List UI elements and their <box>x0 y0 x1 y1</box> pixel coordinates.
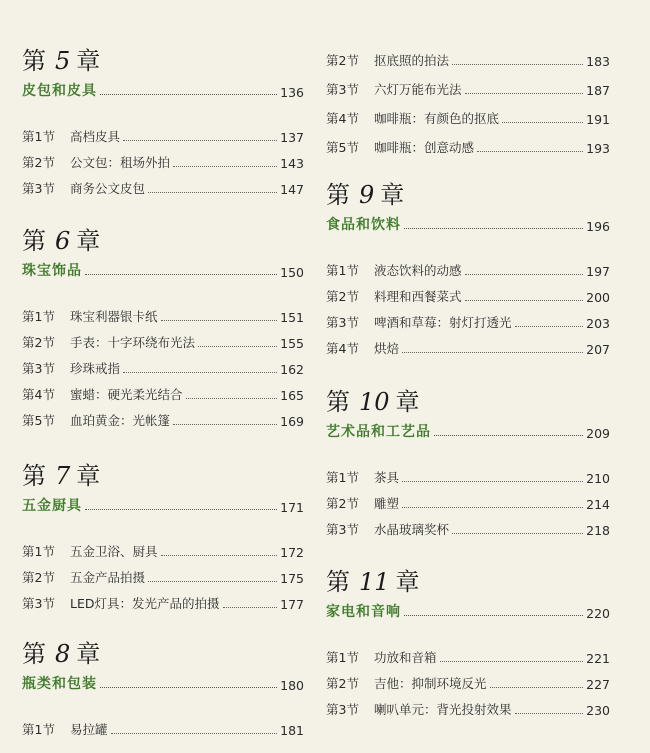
chapter-title: 家电和音响 <box>326 604 401 620</box>
section-page-number: 165 <box>280 388 304 403</box>
chapter-suffix: 章 <box>395 568 420 596</box>
section-list <box>22 299 304 429</box>
dot-leader <box>148 581 277 582</box>
section-label: 第1节 <box>22 544 55 559</box>
chapter-title-row <box>326 212 610 234</box>
toc-section-entry <box>22 712 304 738</box>
chapter-heading <box>22 224 304 258</box>
toc-section-entry <box>326 486 610 512</box>
section-label: 第4节 <box>326 341 359 356</box>
section-label: 第3节 <box>22 596 55 611</box>
section-list <box>326 460 610 538</box>
chapter-suffix: 章 <box>76 47 101 75</box>
chapter-5 <box>22 44 304 197</box>
section-page-number: 207 <box>586 342 610 357</box>
section-title: 手表：十字环绕布光法 <box>70 335 196 350</box>
dot-leader <box>198 346 277 347</box>
section-label: 第4节 <box>326 111 359 126</box>
chapter-suffix: 章 <box>76 227 101 255</box>
dot-leader <box>161 555 278 556</box>
dot-leader <box>123 372 277 373</box>
chapter-heading <box>22 459 304 493</box>
dot-leader <box>477 151 583 152</box>
toc-section-entry <box>326 640 610 666</box>
dot-leader <box>186 398 278 399</box>
chapter-prefix: 第 <box>22 227 46 255</box>
chapter-6 <box>22 224 304 429</box>
section-title: 珍珠戒指 <box>70 361 121 376</box>
section-title: 珠宝利器银卡纸 <box>70 309 158 324</box>
section-page-number: 191 <box>586 112 610 127</box>
chapter-page-number: 220 <box>586 606 610 621</box>
chapter-number: 8 <box>55 640 71 668</box>
dot-leader <box>465 93 584 94</box>
toc-section-entry <box>326 666 610 692</box>
dot-leader <box>123 140 277 141</box>
section-page-number: 193 <box>586 141 610 156</box>
section-page-number: 230 <box>586 703 610 718</box>
section-title: 六灯万能布光法 <box>374 82 462 97</box>
dot-leader <box>502 122 583 123</box>
section-page-number: 181 <box>280 723 304 738</box>
dot-leader <box>404 228 583 229</box>
dot-leader <box>161 320 278 321</box>
section-title: 咖啡瓶：有颜色的抠底 <box>374 111 500 126</box>
chapter-title: 珠宝饰品 <box>22 263 82 279</box>
section-list <box>326 253 610 357</box>
toc-section-entry <box>22 145 304 171</box>
dot-leader <box>490 687 584 688</box>
section-label: 第2节 <box>326 53 359 68</box>
section-page-number: 137 <box>280 130 304 145</box>
section-list <box>22 119 304 197</box>
toc-section-entry <box>326 512 610 538</box>
chapter-title-row <box>22 671 304 693</box>
dot-leader <box>402 352 583 353</box>
chapter-suffix: 章 <box>380 181 405 209</box>
dot-leader <box>173 424 277 425</box>
section-title: 雕塑 <box>374 496 400 511</box>
section-title: 料理和西餐菜式 <box>374 289 462 304</box>
section-label: 第2节 <box>326 496 359 511</box>
section-title: 高档皮具 <box>70 129 121 144</box>
dot-leader <box>85 274 277 275</box>
section-page-number: 155 <box>280 336 304 351</box>
dot-leader <box>223 607 278 608</box>
toc-section-entry <box>22 119 304 145</box>
chapter-title: 食品和饮料 <box>326 217 401 233</box>
chapter-number: 11 <box>359 568 390 596</box>
chapter-number: 7 <box>55 462 71 490</box>
section-label: 第2节 <box>22 155 55 170</box>
section-label: 第2节 <box>22 570 55 585</box>
section-label: 第1节 <box>22 722 55 737</box>
chapter-title: 瓶类和包装 <box>22 676 97 692</box>
section-title: 喇叭单元：背光投射效果 <box>374 702 512 717</box>
toc-section-entry <box>326 305 610 331</box>
toc-section-entry <box>22 586 304 612</box>
chapter-page-number: 136 <box>280 85 304 100</box>
section-label: 第4节 <box>22 387 55 402</box>
section-page-number: 151 <box>280 310 304 325</box>
toc-section-entry <box>22 351 304 377</box>
section-title: 商务公文皮包 <box>70 181 146 196</box>
toc-section-entry <box>326 692 610 718</box>
chapter-prefix: 第 <box>22 640 46 668</box>
dot-leader <box>402 507 583 508</box>
dot-leader <box>111 733 278 734</box>
section-title: 五金产品拍摄 <box>70 570 146 585</box>
chapter-title: 皮包和皮具 <box>22 83 97 99</box>
dot-leader <box>173 166 277 167</box>
section-page-number: 143 <box>280 156 304 171</box>
section-label: 第1节 <box>326 263 359 278</box>
section-list <box>326 640 610 718</box>
section-label: 第5节 <box>326 140 359 155</box>
chapter-heading <box>22 637 304 671</box>
section-label: 第1节 <box>326 650 359 665</box>
chapter-number: 5 <box>55 47 71 75</box>
dot-leader <box>85 509 277 510</box>
chapter-number: 9 <box>359 181 375 209</box>
chapter-prefix: 第 <box>22 462 46 490</box>
dot-leader <box>148 192 277 193</box>
section-title: 咖啡瓶：创意动感 <box>374 140 475 155</box>
chapter-suffix: 章 <box>76 640 101 668</box>
toc-section-entry <box>326 331 610 357</box>
chapter-title-row <box>22 78 304 100</box>
section-title: 烘焙 <box>374 341 400 356</box>
toc-section-entry <box>22 377 304 403</box>
section-list <box>22 534 304 612</box>
section-title: 蜜蜡：硬光柔光结合 <box>70 387 183 402</box>
chapter-page-number: 196 <box>586 219 610 234</box>
dot-leader <box>440 661 584 662</box>
chapter-prefix: 第 <box>22 47 46 75</box>
chapter-10 <box>326 385 610 538</box>
chapter-heading <box>326 385 610 419</box>
dot-leader <box>100 687 277 688</box>
chapter-suffix: 章 <box>395 388 420 416</box>
section-title: 公文包：租场外拍 <box>70 155 171 170</box>
toc-section-entry <box>326 460 610 486</box>
dot-leader <box>434 435 583 436</box>
section-page-number: 187 <box>586 83 610 98</box>
toc-section-entry <box>326 69 610 98</box>
chapter-8 <box>22 637 304 738</box>
section-page-number: 162 <box>280 362 304 377</box>
section-page-number: 172 <box>280 545 304 560</box>
chapter-page-number: 171 <box>280 500 304 515</box>
chapter-title: 五金厨具 <box>22 498 82 514</box>
section-label: 第3节 <box>326 315 359 330</box>
toc-section-entry <box>22 171 304 197</box>
chapter-heading <box>22 44 304 78</box>
toc-section-entry <box>326 279 610 305</box>
section-title: 液态饮料的动感 <box>374 263 462 278</box>
section-page-number: 221 <box>586 651 610 666</box>
section-page-number: 169 <box>280 414 304 429</box>
toc-section-entry <box>326 98 610 127</box>
section-label: 第2节 <box>326 289 359 304</box>
chapter-page-number: 209 <box>586 426 610 441</box>
section-title: 啤酒和草莓：射灯打透光 <box>374 315 512 330</box>
toc-section-entry <box>22 403 304 429</box>
dot-leader <box>452 64 583 65</box>
chapter-7 <box>22 459 304 612</box>
chapter-title-row <box>326 599 610 621</box>
section-label: 第3节 <box>326 522 359 537</box>
section-title: 茶具 <box>374 470 400 485</box>
section-label: 第5节 <box>22 413 55 428</box>
section-title: 血珀黄金：光帐篷 <box>70 413 171 428</box>
chapter-title-row <box>326 419 610 441</box>
section-list <box>326 40 610 156</box>
dot-leader <box>515 326 584 327</box>
toc-section-entry <box>22 534 304 560</box>
chapter-heading <box>326 565 610 599</box>
section-title: 易拉罐 <box>70 722 108 737</box>
chapter-8-continued <box>326 40 610 156</box>
section-page-number: 218 <box>586 523 610 538</box>
toc-section-entry <box>22 299 304 325</box>
section-page-number: 227 <box>586 677 610 692</box>
chapter-prefix: 第 <box>326 568 350 596</box>
section-page-number: 214 <box>586 497 610 512</box>
chapter-page-number: 150 <box>280 265 304 280</box>
section-label: 第1节 <box>22 129 55 144</box>
chapter-title-row <box>22 493 304 515</box>
section-label: 第3节 <box>22 181 55 196</box>
chapter-suffix: 章 <box>76 462 101 490</box>
section-label: 第2节 <box>326 676 359 691</box>
toc-section-entry <box>326 40 610 69</box>
dot-leader <box>452 533 583 534</box>
section-page-number: 203 <box>586 316 610 331</box>
chapter-prefix: 第 <box>326 388 350 416</box>
section-page-number: 175 <box>280 571 304 586</box>
section-title: 抠底照的拍法 <box>374 53 450 68</box>
section-title: 吉他：抑制环境反光 <box>374 676 487 691</box>
chapter-page-number: 180 <box>280 678 304 693</box>
chapter-prefix: 第 <box>326 181 350 209</box>
chapter-number: 10 <box>359 388 390 416</box>
section-title: 五金卫浴、厨具 <box>70 544 158 559</box>
section-label: 第3节 <box>22 361 55 376</box>
chapter-9 <box>326 178 610 357</box>
section-label: 第2节 <box>22 335 55 350</box>
toc-section-entry <box>22 325 304 351</box>
dot-leader <box>100 94 277 95</box>
section-title: LED灯具：发光产品的拍摄 <box>70 596 220 611</box>
section-list <box>22 712 304 738</box>
section-page-number: 183 <box>586 54 610 69</box>
section-label: 第1节 <box>326 470 359 485</box>
section-label: 第3节 <box>326 82 359 97</box>
chapter-title: 艺术品和工艺品 <box>326 424 431 440</box>
chapter-heading <box>326 178 610 212</box>
dot-leader <box>404 615 583 616</box>
section-title: 功放和音箱 <box>374 650 437 665</box>
dot-leader <box>515 713 584 714</box>
section-title: 水晶玻璃奖杯 <box>374 522 450 537</box>
section-page-number: 177 <box>280 597 304 612</box>
toc-section-entry <box>326 127 610 156</box>
section-page-number: 147 <box>280 182 304 197</box>
section-label: 第1节 <box>22 309 55 324</box>
dot-leader <box>465 274 584 275</box>
section-page-number: 197 <box>586 264 610 279</box>
toc-section-entry <box>326 253 610 279</box>
chapter-title-row <box>22 258 304 280</box>
dot-leader <box>402 481 583 482</box>
toc-section-entry <box>22 560 304 586</box>
section-label: 第3节 <box>326 702 359 717</box>
section-page-number: 210 <box>586 471 610 486</box>
dot-leader <box>465 300 584 301</box>
chapter-11 <box>326 565 610 718</box>
section-page-number: 200 <box>586 290 610 305</box>
chapter-number: 6 <box>55 227 71 255</box>
